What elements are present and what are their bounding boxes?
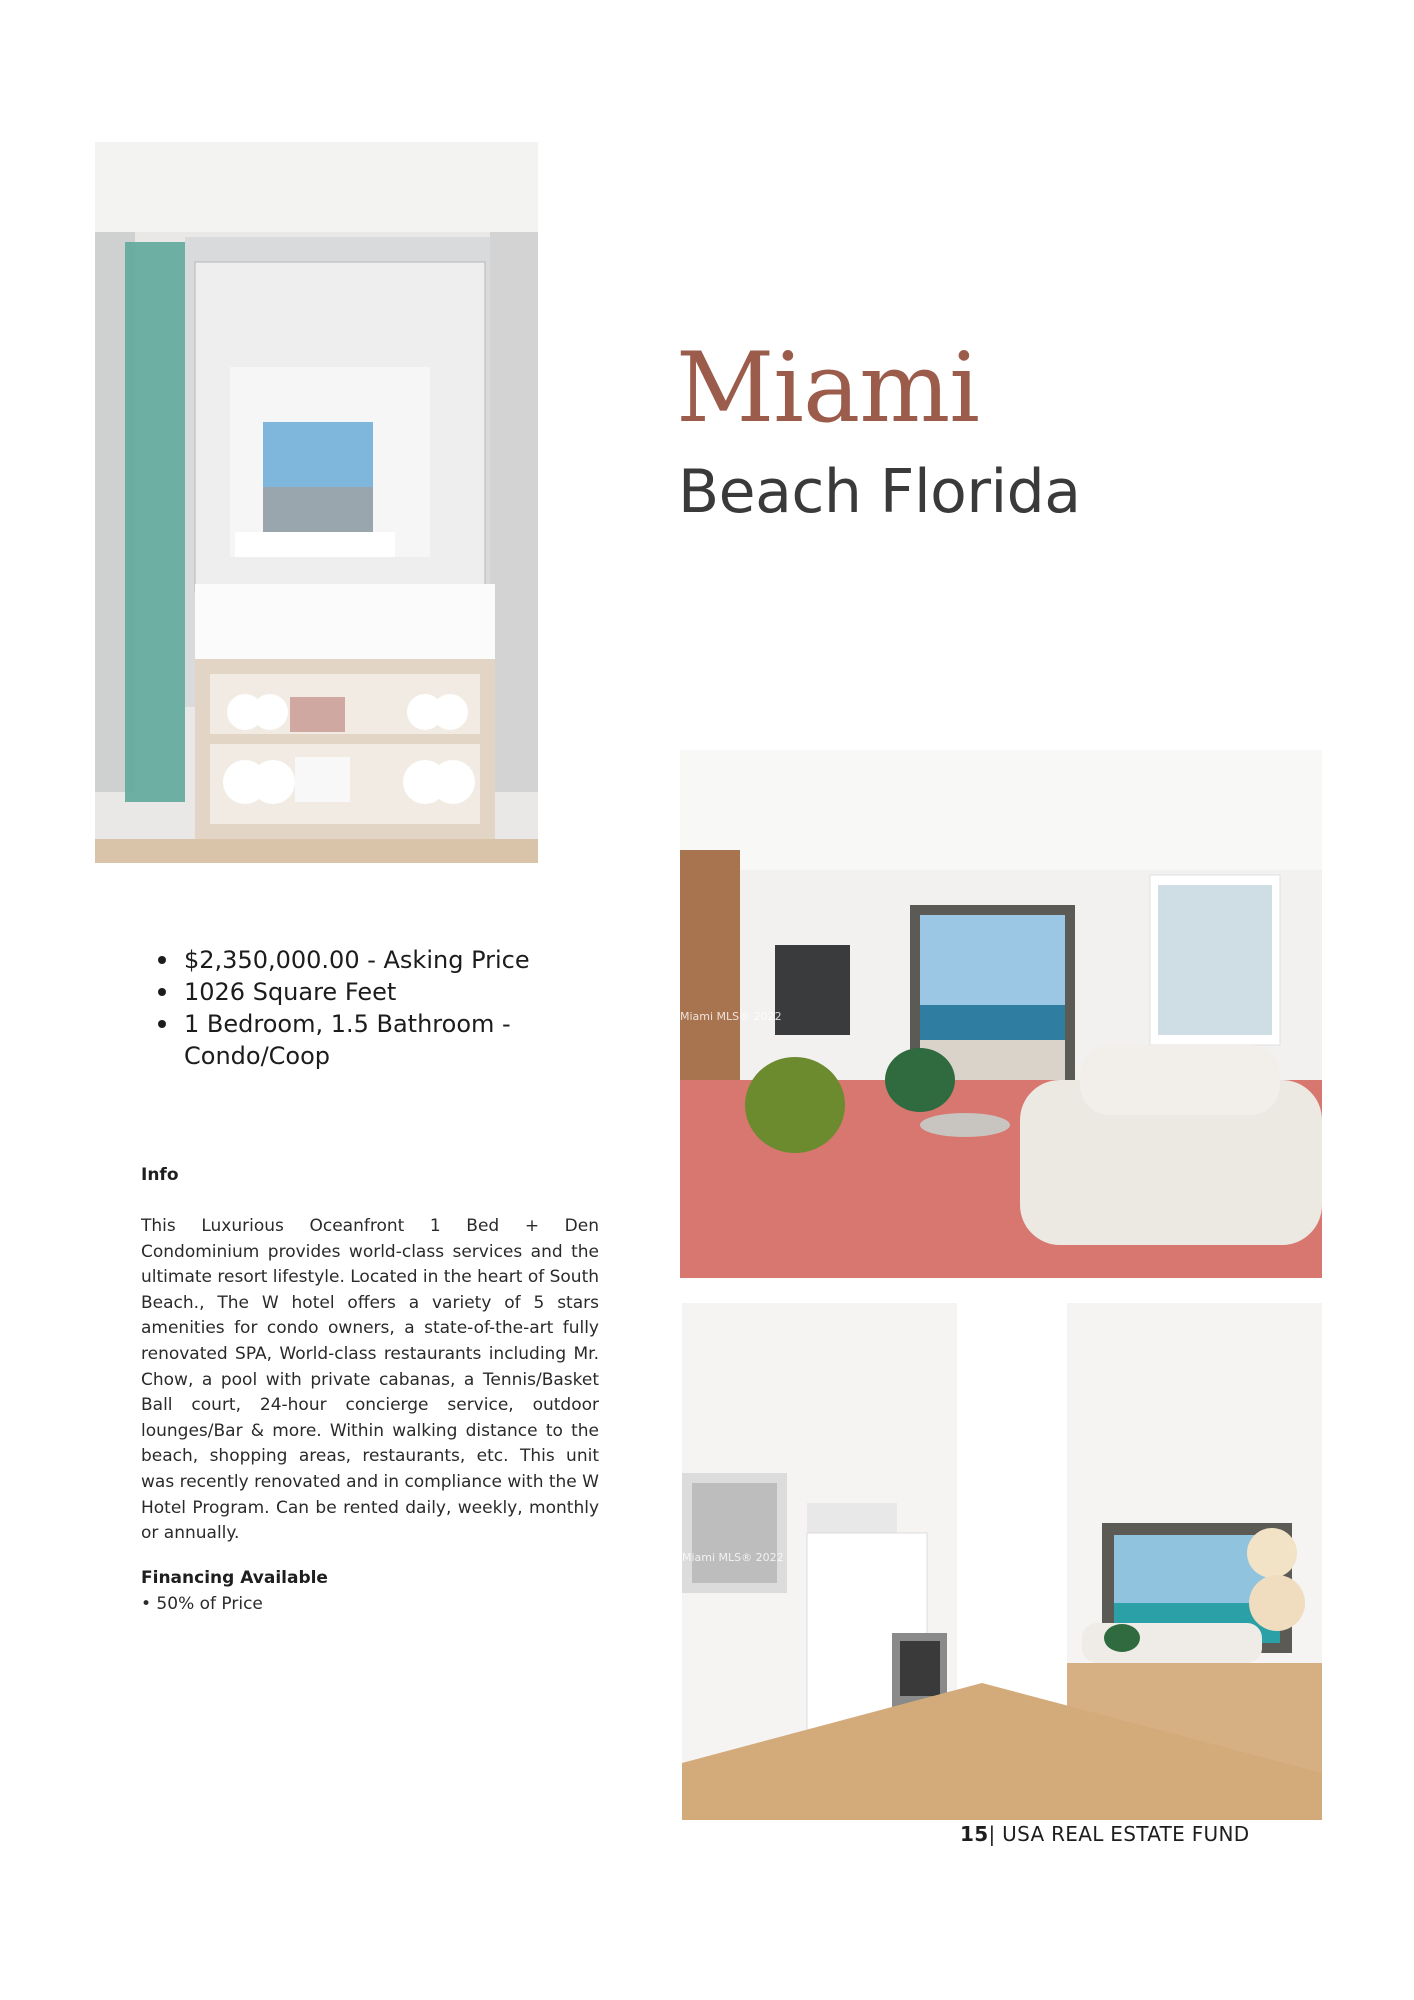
photo-watermark: Miami MLS® 2022 [682,1551,784,1564]
page-footer [960,1822,1249,1846]
list-item: $2,350,000.00 - Asking Price [184,944,614,976]
footer-label: | USA REAL ESTATE FUND [988,1822,1250,1846]
highlights-list [150,944,614,1072]
list-item: 1026 Square Feet [184,976,614,1008]
page-title: Miami [676,332,979,444]
photo-watermark: Miami MLS® 2022 [680,1010,782,1023]
living-room-photo [680,750,1322,1278]
info-description: This Luxurious Oceanfront 1 Bed + Den Condominium provides world-class services and the ultimate resort lifestyle. Located in the heart of South Beach., The W hotel offers a variety of 5 stars amenities for condo owners, a state-of-the-art fully renovated SPA, World-class restaurants including Mr. Chow, a pool with private cabanas, a Tennis/Basket Ball court, 24-hour concierge service, outdoor lounges/Bar & more. Within walking distance to the beach, shopping areas, restaurants, etc. This unit was recently renovated and in compliance with the W Hotel Program. Can be rented daily, weekly, monthly or annually. [141,1216,600,1544]
financing-heading: Financing Available [141,1568,328,1588]
list-item: 1 Bedroom, 1.5 Bathroom - Condo/Coop [184,1008,614,1072]
info-heading: Info [141,1165,179,1185]
financing-item: • 50% of Price [141,1594,263,1614]
bathroom-photo [95,142,538,863]
kitchen-photo [682,1303,1322,1820]
page-number: 15 [960,1822,989,1846]
page-subtitle: Beach Florida [678,457,1081,527]
